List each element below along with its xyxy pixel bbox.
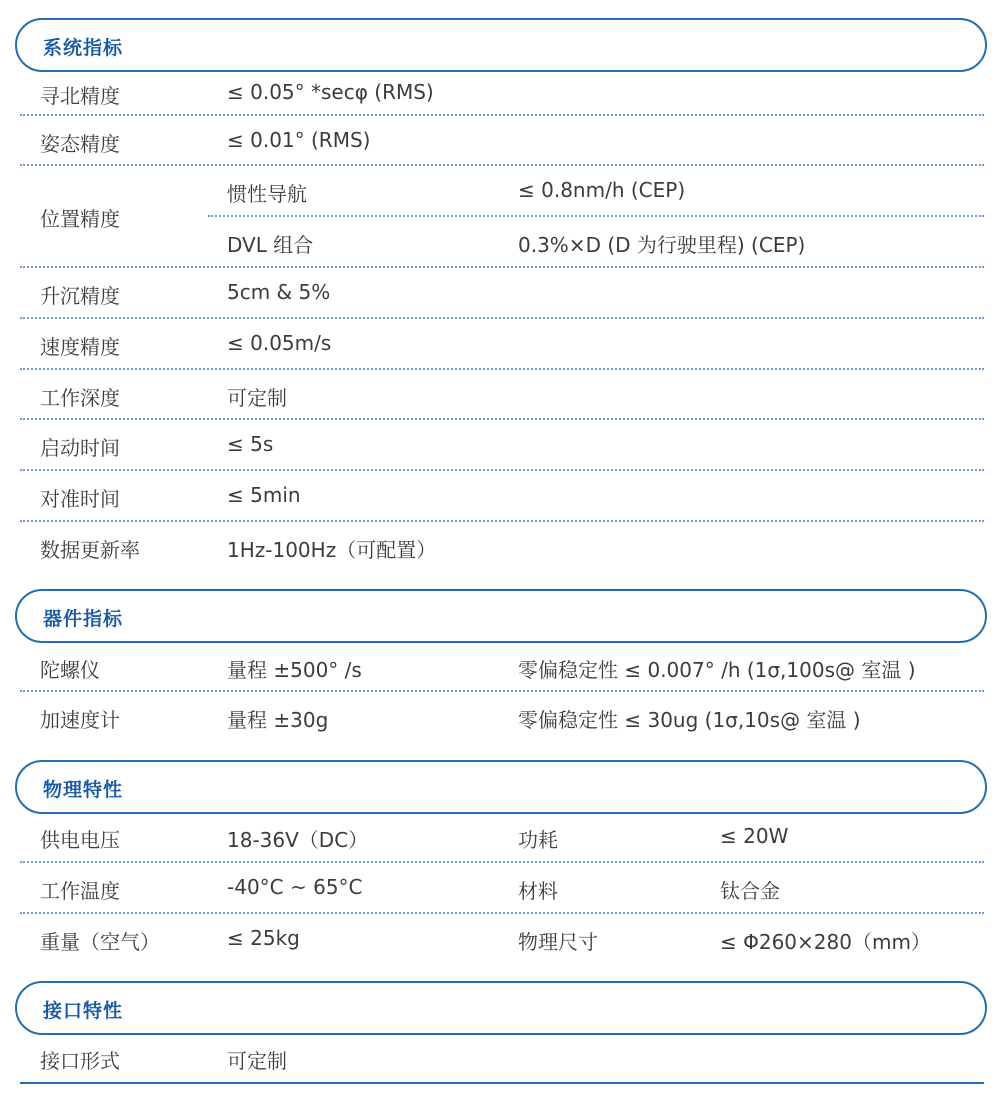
row-label: 数据更新率 — [40, 538, 140, 562]
row-label-2: 功耗 — [518, 828, 558, 852]
table-row — [20, 471, 984, 522]
row-label: 启动时间 — [40, 436, 120, 460]
table-row — [20, 370, 984, 420]
row-label: 工作温度 — [40, 879, 120, 903]
sub-row — [208, 166, 984, 217]
row-value: 5cm & 5% — [227, 280, 331, 304]
row-label: 接口形式 — [40, 1049, 120, 1073]
row-label: 加速度计 — [40, 708, 120, 732]
table-row — [20, 420, 984, 471]
row-label: 重量（空气） — [40, 930, 160, 954]
row-value-2: 钛合金 — [720, 879, 780, 903]
table-row — [20, 863, 984, 914]
table-row-merged — [20, 166, 984, 268]
row-value: 可定制 — [227, 1049, 287, 1073]
row-label: 升沉精度 — [40, 284, 120, 308]
row-value: 可定制 — [227, 386, 287, 410]
section-header-system — [15, 18, 987, 72]
sub-row-value: 0.3%×D (D 为行驶里程) (CEP) — [518, 233, 806, 257]
table-row — [20, 319, 984, 370]
section-title-device: 器件指标 — [43, 608, 124, 630]
sub-row-name: 惯性导航 — [227, 182, 307, 206]
row-label: 工作深度 — [40, 386, 120, 410]
table-row — [20, 812, 984, 863]
section-header-physical — [15, 760, 987, 814]
row-label: 对准时间 — [40, 487, 120, 511]
table-row — [20, 72, 984, 116]
row-label-2: 物理尺寸 — [518, 930, 598, 954]
sub-row-name: DVL 组合 — [227, 233, 314, 257]
table-row — [20, 1034, 984, 1082]
row-value: -40°C ~ 65°C — [227, 875, 363, 899]
row-value: 18-36V（DC） — [227, 828, 369, 852]
row-stability: 零偏稳定性 ≤ 30ug (1σ,10s@ 室温 ) — [518, 708, 861, 732]
row-value: ≤ 0.05° *secφ (RMS) — [227, 80, 434, 104]
row-label-2: 材料 — [518, 879, 558, 903]
bottom-rule — [20, 1082, 984, 1084]
table-row — [20, 914, 984, 964]
row-label: 寻北精度 — [40, 84, 120, 108]
table-row — [20, 522, 984, 572]
row-label: 速度精度 — [40, 335, 120, 359]
row-stability: 零偏稳定性 ≤ 0.007° /h (1σ,100s@ 室温 ) — [518, 658, 916, 682]
row-label: 姿态精度 — [40, 132, 120, 156]
row-value: ≤ 25kg — [227, 926, 300, 950]
row-range: 量程 ±30g — [227, 708, 329, 732]
section-title-interface: 接口特性 — [43, 1000, 124, 1022]
row-value: ≤ 0.05m/s — [227, 331, 332, 355]
section-header-device — [15, 589, 987, 643]
row-value-2: ≤ Φ260×280（mm） — [720, 930, 931, 954]
table-row — [20, 642, 984, 692]
table-row — [20, 116, 984, 166]
row-value: 1Hz-100Hz（可配置） — [227, 538, 437, 562]
row-value-2: ≤ 20W — [720, 824, 789, 848]
sub-row-value: ≤ 0.8nm/h (CEP) — [518, 178, 686, 202]
row-label: 陀螺仪 — [40, 658, 100, 682]
section-title-system: 系统指标 — [43, 37, 124, 59]
row-value: ≤ 5min — [227, 483, 301, 507]
table-row — [20, 692, 984, 742]
row-label: 位置精度 — [40, 207, 120, 231]
row-range: 量程 ±500° /s — [227, 658, 362, 682]
row-label: 供电电压 — [40, 828, 120, 852]
section-title-physical: 物理特性 — [43, 779, 124, 801]
row-value: ≤ 0.01° (RMS) — [227, 128, 371, 152]
sub-row — [208, 217, 984, 268]
table-row — [20, 268, 984, 319]
section-header-interface — [15, 981, 987, 1035]
row-value: ≤ 5s — [227, 432, 274, 456]
